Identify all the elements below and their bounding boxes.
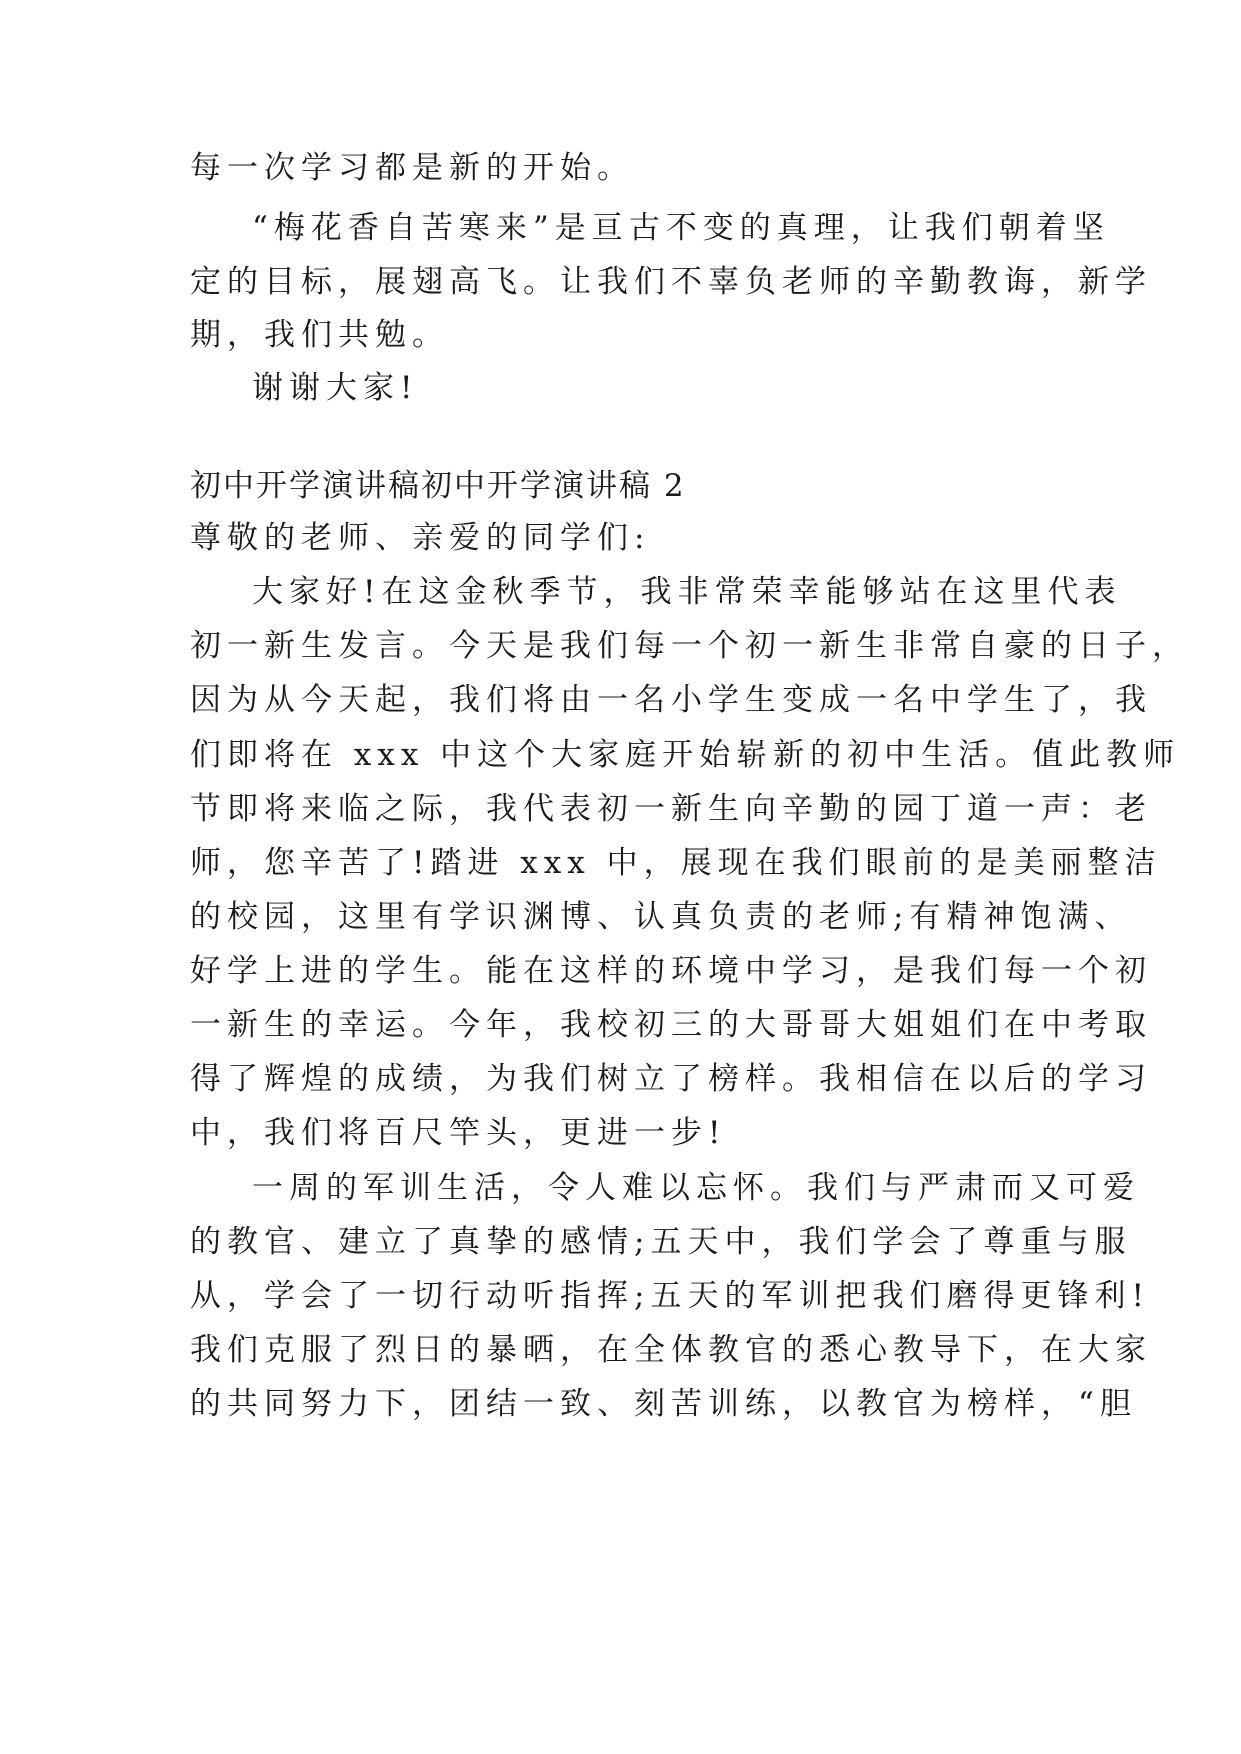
paragraph-line: 一周的军训生活，令人难以忘怀。我们与严肃而又可爱 <box>252 1170 1140 1206</box>
paragraph-line: 节即将来临之际，我代表初一新生向辛勤的园丁道一声：老 <box>190 791 1152 827</box>
paragraph-line: 大家好!在这金秋季节，我非常荣幸能够站在这里代表 <box>252 574 1122 610</box>
paragraph-line: 每一次学习都是新的开始。 <box>190 150 634 186</box>
paragraph-line: 从，学会了一切行动听指挥;五天的军训把我们磨得更锋利! <box>190 1278 1150 1314</box>
paragraph-line: “梅花香自苦寒来”是亘古不变的真理，让我们朝着坚 <box>252 210 1110 246</box>
salutation: 尊敬的老师、亲爱的同学们: <box>190 520 651 556</box>
paragraph-line: 初一新生发言。今天是我们每一个初一新生非常自豪的日子， <box>190 628 1189 664</box>
paragraph-line: 因为从今天起，我们将由一名小学生变成一名中学生了，我 <box>190 682 1152 718</box>
paragraph-line: 的教官、建立了真挚的感情;五天中，我们学会了尊重与服 <box>190 1224 1132 1260</box>
paragraph-line: 期，我们共勉。 <box>190 317 449 353</box>
paragraph-line: 师，您辛苦了!踏进 xxx 中，展现在我们眼前的是美丽整洁 <box>190 845 1162 881</box>
paragraph-line: 的校园，这里有学识渊博、认真负责的老师;有精神饱满、 <box>190 899 1132 935</box>
paragraph-line: 们即将在 xxx 中这个大家庭开始崭新的初中生活。值此教师 <box>190 737 1181 773</box>
paragraph-line: 定的目标，展翅高飞。让我们不辜负老师的辛勤教诲，新学 <box>190 264 1152 300</box>
paragraph-line: 的共同努力下，团结一致、刻苦训练，以教官为榜样，“胆 <box>190 1386 1137 1422</box>
paragraph-line: 好学上进的学生。能在这样的环境中学习，是我们每一个初 <box>190 953 1152 989</box>
paragraph-line: 得了辉煌的成绩，为我们树立了榜样。我相信在以后的学习 <box>190 1061 1152 1097</box>
section-title: 初中开学演讲稿初中开学演讲稿 2 <box>190 468 686 504</box>
closing-thanks: 谢谢大家! <box>252 370 419 406</box>
paragraph-line: 一新生的幸运。今年，我校初三的大哥哥大姐姐们在中考取 <box>190 1007 1152 1043</box>
paragraph-line: 中，我们将百尺竿头，更进一步! <box>190 1115 727 1151</box>
paragraph-line: 我们克服了烈日的暴晒，在全体教官的悉心教导下，在大家 <box>190 1332 1152 1368</box>
